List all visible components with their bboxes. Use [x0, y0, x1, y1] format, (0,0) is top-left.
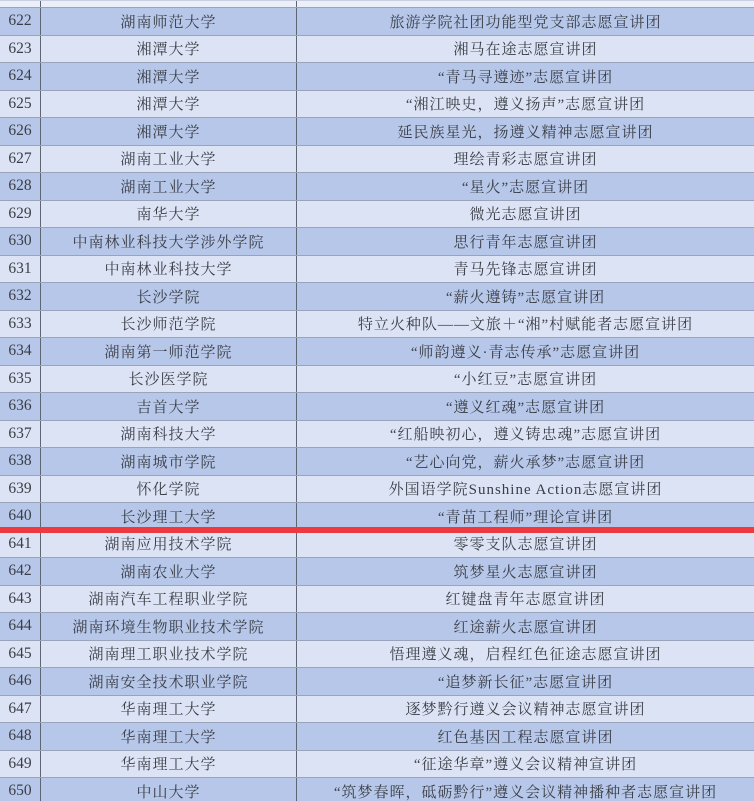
- team-name: “小红豆”志愿宣讲团: [453, 372, 598, 389]
- table-row: [0, 613, 754, 641]
- school-name: 湖南环境生物职业技术学院: [41, 613, 297, 640]
- row-number: 622: [0, 8, 41, 35]
- table-row: [0, 228, 754, 256]
- table-row: [0, 641, 754, 669]
- highlight-underline: [0, 527, 754, 533]
- table-row: [0, 201, 754, 229]
- table-row: [0, 146, 754, 174]
- row-number: 648: [0, 723, 41, 750]
- row-number: 636: [0, 393, 41, 420]
- school-name: 湖南师范大学: [41, 8, 297, 35]
- row-number: 642: [0, 558, 41, 585]
- team-name: “薪火遵铸”志愿宣讲团: [445, 289, 606, 306]
- table-row: [0, 723, 754, 751]
- school-name: 长沙师范学院: [41, 311, 297, 338]
- table-row: [0, 173, 754, 201]
- team-name: “征途华章”遵义会议精神宣讲团: [413, 757, 638, 774]
- team-name: “师韵遵义·青志传承”志愿宣讲团: [410, 344, 641, 361]
- school-name: 吉首大学: [41, 393, 297, 420]
- table-body: [0, 8, 754, 801]
- team-name: 旅游学院社团功能型党支部志愿宣讲团: [389, 14, 662, 31]
- table-row: [0, 338, 754, 366]
- team-name: “遵义红魂”志愿宣讲团: [445, 399, 606, 416]
- table-row: [0, 751, 754, 779]
- school-name: 湖南工业大学: [41, 173, 297, 200]
- team-name: 红键盘青年志愿宣讲团: [445, 592, 606, 609]
- table-row: [0, 63, 754, 91]
- row-number: 625: [0, 91, 41, 118]
- table-row: [0, 36, 754, 64]
- team-name: [297, 1, 754, 7]
- team-name: 逐梦黔行遵义会议精神志愿宣讲团: [405, 702, 646, 719]
- row-number: 633: [0, 311, 41, 338]
- table-row: [0, 421, 754, 449]
- table-row: [0, 778, 754, 801]
- school-name: 湖南应用技术学院: [41, 531, 297, 558]
- row-number: 634: [0, 338, 41, 365]
- table-row: [0, 448, 754, 476]
- table-row: [0, 558, 754, 586]
- row-number: 644: [0, 613, 41, 640]
- row-number: 628: [0, 173, 41, 200]
- row-number: 627: [0, 146, 41, 173]
- row-number: 623: [0, 36, 41, 63]
- team-name: 红色基因工程志愿宣讲团: [437, 729, 614, 746]
- school-name: 湖南农业大学: [41, 558, 297, 585]
- row-number: 635: [0, 366, 41, 393]
- team-name: “艺心向党，薪火承梦”志愿宣讲团: [405, 454, 646, 471]
- team-name: 悟理遵义魂，启程红色征途志愿宣讲团: [389, 647, 662, 664]
- team-name: 湘马在途志愿宣讲团: [453, 42, 598, 59]
- team-name: 延民族星光，扬遵义精神志愿宣讲团: [397, 124, 654, 141]
- table-row: [0, 91, 754, 119]
- row-number: 646: [0, 668, 41, 695]
- row-number: 650: [0, 778, 41, 801]
- school-name: 怀化学院: [41, 476, 297, 503]
- team-name: 特立火种队——文旅＋“湘”村赋能者志愿宣讲团: [357, 317, 694, 334]
- team-name: “追梦新长征”志愿宣讲团: [437, 674, 614, 691]
- school-name: 中南林业科技大学: [41, 256, 297, 283]
- school-name: 长沙学院: [41, 283, 297, 310]
- school-name: 华南理工大学: [41, 751, 297, 778]
- school-name: 湖南工业大学: [41, 146, 297, 173]
- team-name: “筑梦春晖，砥砺黔行”遵义会议精神播种者志愿宣讲团: [333, 784, 718, 801]
- table-row: [0, 366, 754, 394]
- team-name: 零零支队志愿宣讲团: [453, 537, 598, 554]
- row-number: 637: [0, 421, 41, 448]
- team-name: 筑梦星火志愿宣讲团: [453, 564, 598, 581]
- table-row: [0, 668, 754, 696]
- team-name: “青苗工程师”理论宣讲团: [437, 509, 614, 526]
- team-name: 红途薪火志愿宣讲团: [453, 619, 598, 636]
- row-number: 647: [0, 696, 41, 723]
- row-number: 643: [0, 586, 41, 613]
- partial-row-above: [0, 0, 754, 8]
- school-name: 长沙理工大学: [41, 503, 297, 530]
- row-number: 638: [0, 448, 41, 475]
- school-name: 湖南科技大学: [41, 421, 297, 448]
- school-name: 湘潭大学: [41, 118, 297, 145]
- school-name: 南华大学: [41, 201, 297, 228]
- team-name: “青马寻遵迹”志愿宣讲团: [437, 69, 614, 86]
- school-name: 湖南理工职业技术学院: [41, 641, 297, 668]
- school-name: 湖南汽车工程职业学院: [41, 586, 297, 613]
- row-number: [0, 1, 41, 7]
- school-name: 湘潭大学: [41, 63, 297, 90]
- school-name: 中南林业科技大学涉外学院: [41, 228, 297, 255]
- row-number: 632: [0, 283, 41, 310]
- school-name: 华南理工大学: [41, 723, 297, 750]
- row-number: 641: [0, 531, 41, 558]
- row-number: 631: [0, 256, 41, 283]
- table-row: [0, 696, 754, 724]
- row-number: 624: [0, 63, 41, 90]
- row-number: 626: [0, 118, 41, 145]
- school-name: 湖南城市学院: [41, 448, 297, 475]
- school-name: 湘潭大学: [41, 91, 297, 118]
- school-name: 湘潭大学: [41, 36, 297, 63]
- team-name: 理绘青彩志愿宣讲团: [453, 152, 598, 169]
- table-row: [0, 8, 754, 36]
- school-name: 长沙医学院: [41, 366, 297, 393]
- table-row: [0, 283, 754, 311]
- table-row: [0, 476, 754, 504]
- school-name: 中山大学: [41, 778, 297, 801]
- row-number: 630: [0, 228, 41, 255]
- school-name: 湖南第一师范学院: [41, 338, 297, 365]
- row-number: 645: [0, 641, 41, 668]
- row-number: 639: [0, 476, 41, 503]
- table-row: [0, 393, 754, 421]
- row-number: 640: [0, 503, 41, 530]
- table-row: [0, 531, 754, 559]
- team-name: “湘江映史，遵义扬声”志愿宣讲团: [405, 97, 646, 114]
- team-name: 青马先锋志愿宣讲团: [453, 262, 598, 279]
- school-name: [41, 1, 297, 7]
- table-row: [0, 586, 754, 614]
- school-name: 湖南安全技术职业学院: [41, 668, 297, 695]
- team-name: 微光志愿宣讲团: [469, 207, 582, 224]
- row-number: 649: [0, 751, 41, 778]
- row-number: 629: [0, 201, 41, 228]
- team-name: “星火”志愿宣讲团: [461, 179, 590, 196]
- team-name: 思行青年志愿宣讲团: [453, 234, 598, 251]
- table-row: [0, 256, 754, 284]
- team-name: “红船映初心，遵义铸忠魂”志愿宣讲团: [389, 427, 662, 444]
- team-name: 外国语学院Sunshine Action志愿宣讲团: [388, 482, 663, 499]
- school-name: 华南理工大学: [41, 696, 297, 723]
- table-row: [0, 311, 754, 339]
- table-row: [0, 118, 754, 146]
